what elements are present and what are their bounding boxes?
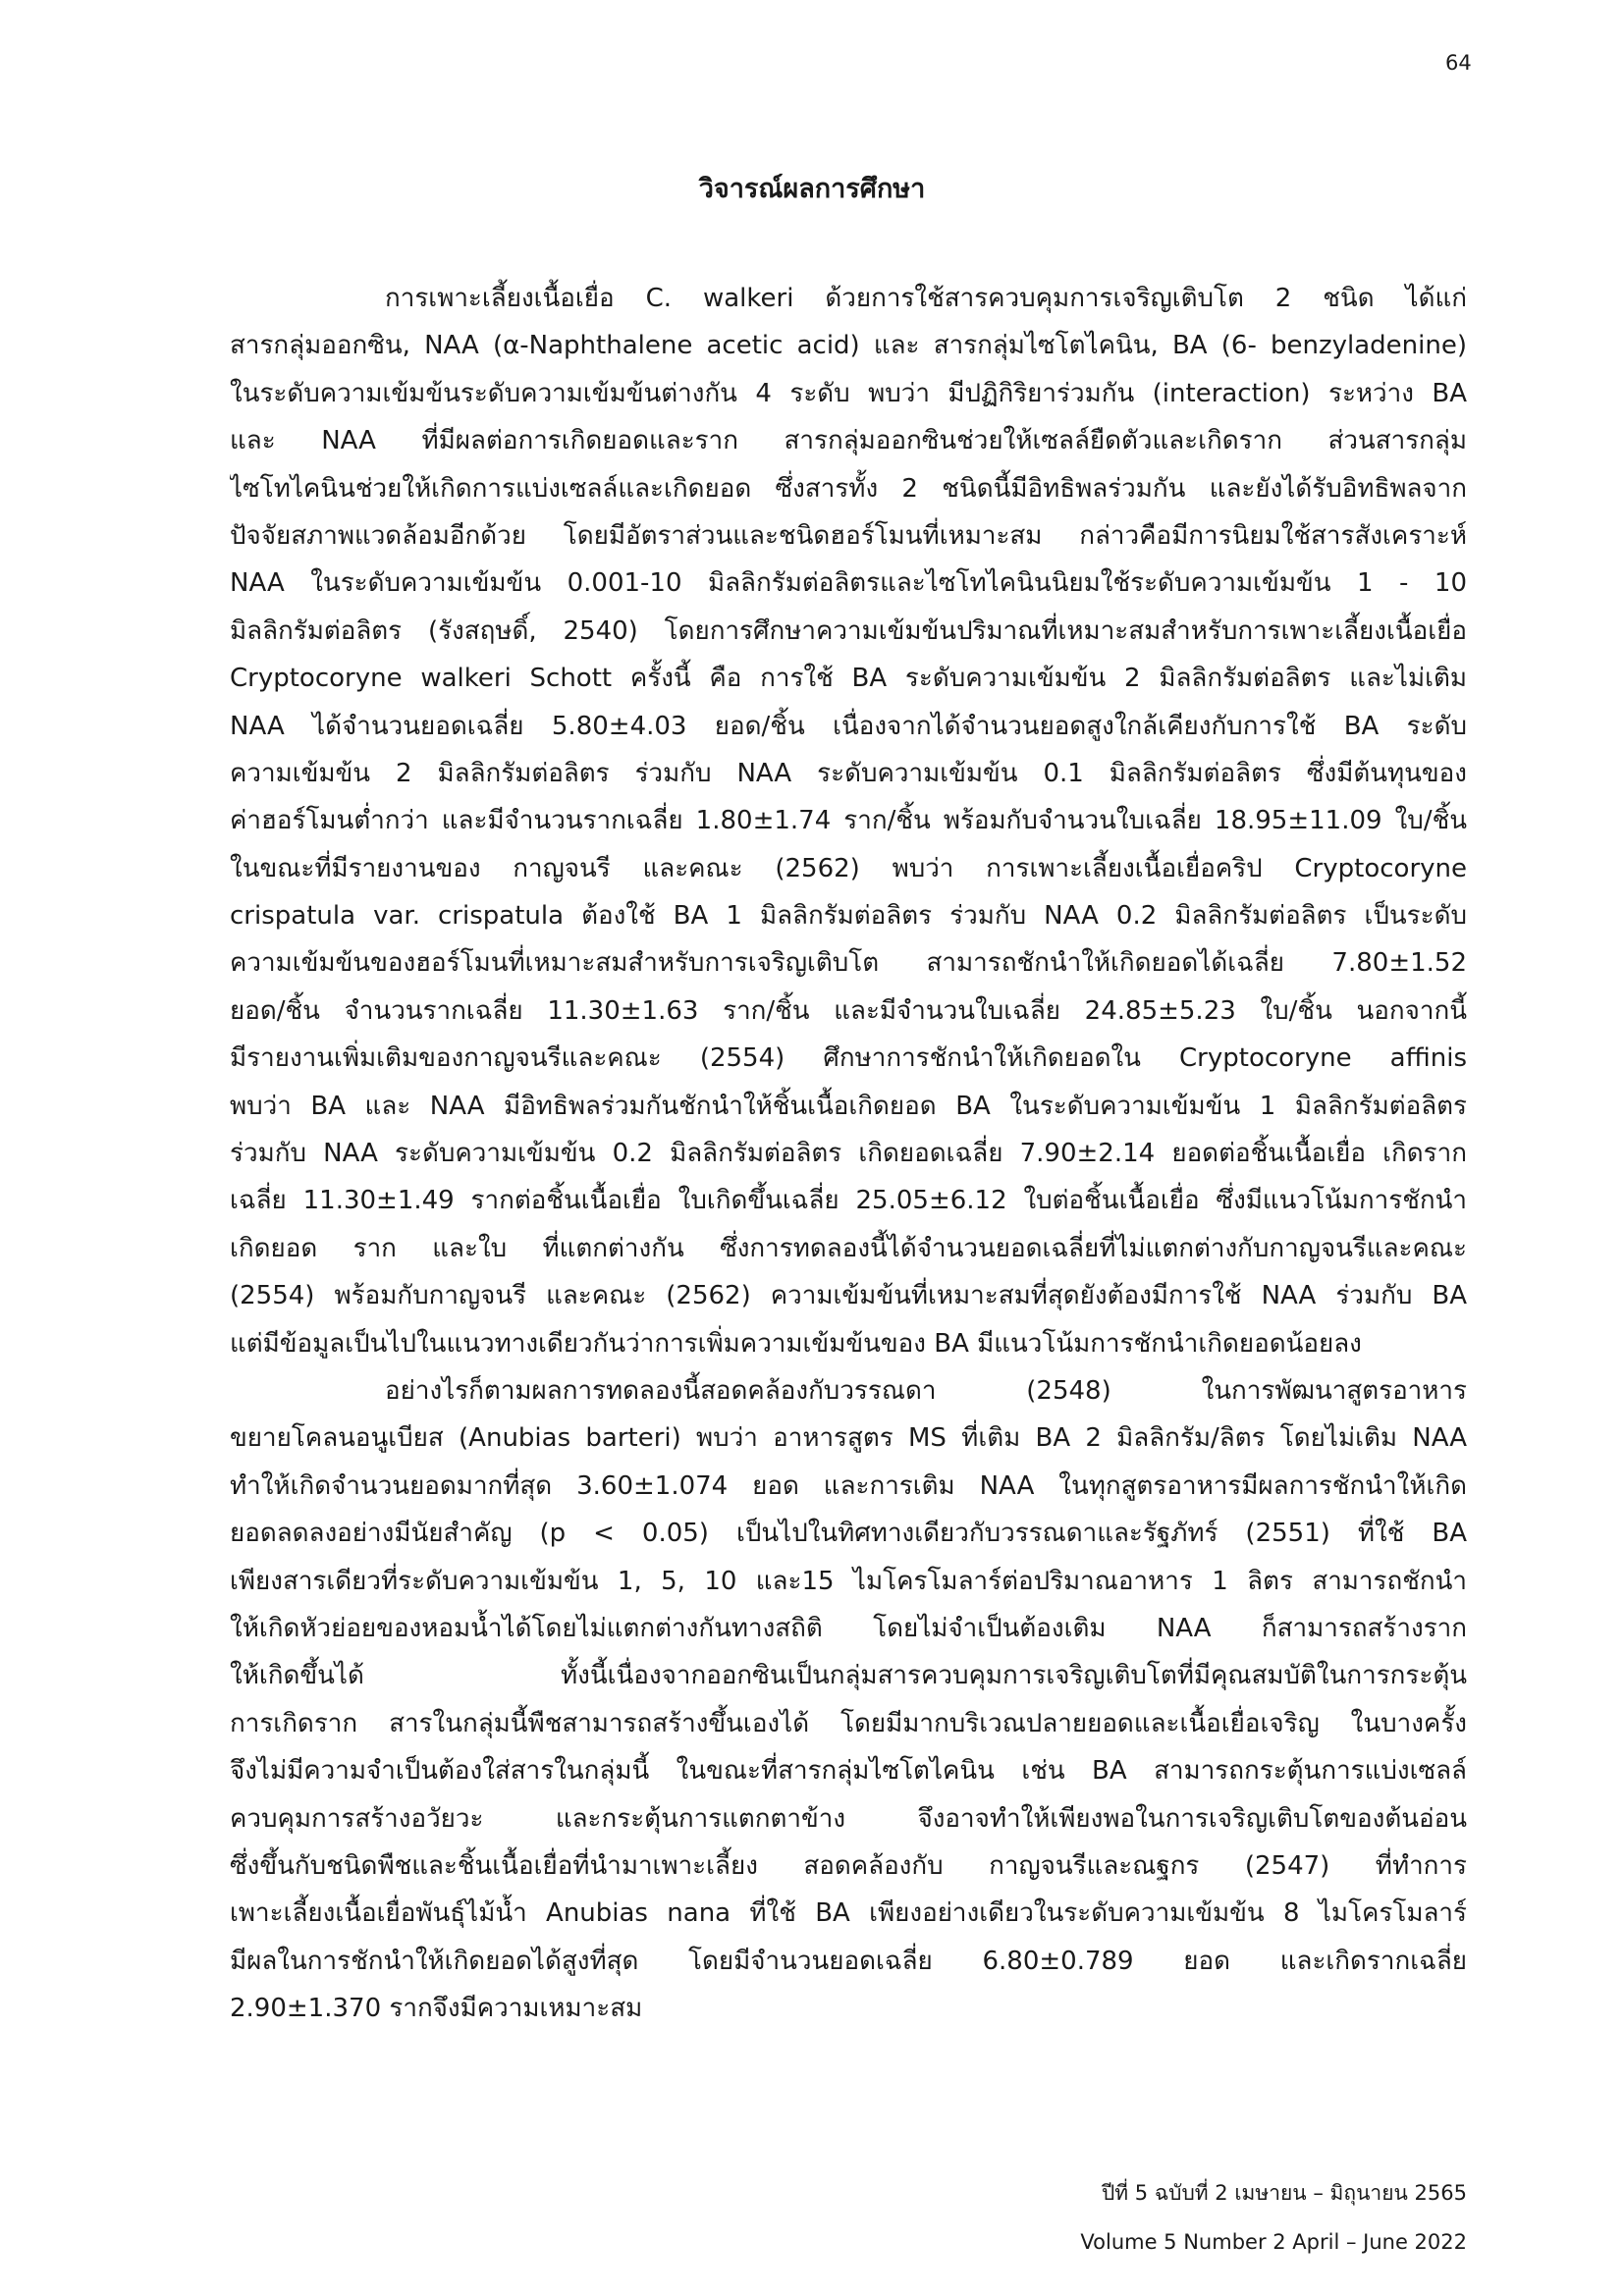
footer-english: Volume 5 Number 2 April – June 2022 <box>1080 2230 1467 2254</box>
text-line: มีผลในการชักนำให้เกิดยอดได้สูงที่สุด โดยมีจำนวนยอดเฉลี่ย 6.80±0.789 ยอด และเกิดรากเฉลี่ย <box>230 1946 1467 1976</box>
text-line: มีรายงานเพิ่มเติมของกาญจนรีและคณะ (2554) ศึกษาการชักนำให้เกิดยอดใน Cryptocoryne affinis <box>230 1043 1467 1074</box>
text-line: การเกิดราก สารในกลุ่มนี้พืชสามารถสร้างขึ้นเองได้ โดยมีมากบริเวณปลายยอดและเนื้อเยื่อเจริญ ในบางครั้ง <box>230 1708 1467 1738</box>
text-line: สารกลุ่มออกซิน, NAA (α-Naphthalene acetic acid) และ สารกลุ่มไซโตไคนิน, BA (6- benzyladenine) <box>230 331 1467 361</box>
text-line: ขยายโคลนอนูเบียส (Anubias barteri) พบว่า อาหารสูตร MS ที่เติม BA 2 มิลลิกรัม/ลิตร โดยไม่เติม NAA <box>230 1423 1467 1454</box>
text-line: ไซโทไคนินช่วยให้เกิดการแบ่งเซลล์และเกิดยอด ซึ่งสารทั้ง 2 ชนิดนี้มีอิทธิพลร่วมกัน และยังได้รับอิทธิพลจาก <box>230 473 1467 504</box>
text-line: ในระดับความเข้มข้นระดับความเข้มข้นต่างกัน 4 ระดับ พบว่า มีปฏิกิริยาร่วมกัน (interaction) ระหว่าง BA <box>230 378 1467 408</box>
text-line: การเพาะเลี้ยงเนื้อเยื่อ C. walkeri ด้วยการใช้สารควบคุมการเจริญเติบโต 2 ชนิด ได้แก่ <box>385 284 1467 313</box>
body-text <box>230 275 1467 2032</box>
text-line: ในขณะที่มีรายงานของ กาญจนรี และคณะ (2562) พบว่า การเพาะเลี้ยงเนื้อเยื่อคริป Cryptocoryne <box>230 853 1467 883</box>
text-line: (2554) พร้อมกับกาญจนรี และคณะ (2562) ความเข้มข้นที่เหมาะสมที่สุดยังต้องมีการใช้ NAA ร่วมกับ BA <box>230 1281 1467 1311</box>
text-line: ให้เกิดหัวย่อยของหอมน้ำได้โดยไม่แตกต่างกันทางสถิติ โดยไม่จำเป็นต้องเติม NAA ก็สามารถสร้างราก <box>230 1613 1467 1643</box>
text-line: ให้เกิดขึ้นได้ ทั้งนี้เนื่องจากออกซินเป็นกลุ่มสารควบคุมการเจริญเติบโตที่มีคุณสมบัติในการกระตุ้น <box>230 1661 1467 1691</box>
text-line: เพาะเลี้ยงเนื้อเยื่อพันธุ์ไม้น้ำ Anubias nana ที่ใช้ BA เพียงอย่างเดียวในระดับความเข้มข้น 8 ไมโครโมลาร์ <box>230 1898 1467 1929</box>
text-line: ปัจจัยสภาพแวดล้อมอีกด้วย โดยมีอัตราส่วนและชนิดฮอร์โมนที่เหมาะสม กล่าวคือมีการนิยมใช้สารสังเคราะห์ <box>230 520 1467 551</box>
text-line: พบว่า BA และ NAA มีอิทธิพลร่วมกันชักนำให้ชิ้นเนื้อเกิดยอด BA ในระดับความเข้มข้น 1 มิลลิกรัมต่อลิตร <box>230 1091 1467 1121</box>
text-line: เฉลี่ย 11.30±1.49 รากต่อชิ้นเนื้อเยื่อ ใบเกิดขึ้นเฉลี่ย 25.05±6.12 ใบต่อชิ้นเนื้อเยื่อ ซึ่งมีแนวโน้มการชักนำ <box>230 1186 1467 1216</box>
text-line: เพียงสารเดียวที่ระดับความเข้มข้น 1, 5, 10 และ15 ไมโครโมลาร์ต่อปริมาณอาหาร 1 ลิตร สามารถชักนำ <box>230 1566 1467 1596</box>
text-line: มิลลิกรัมต่อลิตร (รังสฤษดิ์, 2540) โดยการศึกษาความเข้มข้นปริมาณที่เหมาะสมสำหรับการเพาะเลี้ยงเนื้อเยื่อ <box>230 615 1467 646</box>
text-line: ทำให้เกิดจำนวนยอดมากที่สุด 3.60±1.074 ยอด และการเติม NAA ในทุกสูตรอาหารมีผลการชักนำให้เกิด <box>230 1470 1467 1501</box>
text-line: จึงไม่มีความจำเป็นต้องใส่สารในกลุ่มนี้ ในขณะที่สารกลุ่มไซโตไคนิน เช่น BA สามารถกระตุ้นการแบ่งเซลล์ <box>230 1756 1467 1787</box>
footer-thai: ปีที่ 5 ฉบับที่ 2 เมษายน – มิถุนายน 2565 <box>1101 2181 1467 2205</box>
text-line: ความเข้มข้นของฮอร์โมนที่เหมาะสมสำหรับการเจริญเติบโต สามารถชักนำให้เกิดยอดได้เฉลี่ย 7.80±1.52 <box>230 948 1467 979</box>
text-line: ค่าฮอร์โมนต่ำกว่า และมีจำนวนรากเฉลี่ย 1.80±1.74 ราก/ชิ้น พร้อมกับจำนวนใบเฉลี่ย 18.95±11.09 ใบ/ชิ้น <box>230 806 1467 836</box>
page-number: 64 <box>1445 51 1472 75</box>
text-line: ความเข้มข้น 2 มิลลิกรัมต่อลิตร ร่วมกับ NAA ระดับความเข้มข้น 0.1 มิลลิกรัมต่อลิตร ซึ่งมีต้นทุนของ <box>230 758 1467 788</box>
text-line: ซึ่งขึ้นกับชนิดพืชและชิ้นเนื้อเยื่อที่นำมาเพาะเลี้ยง สอดคล้องกับ กาญจนรีและณฐกร (2547) ที่ทำการ <box>230 1850 1467 1881</box>
text-line: ร่วมกับ NAA ระดับความเข้มข้น 0.2 มิลลิกรัมต่อลิตร เกิดยอดเฉลี่ย 7.90±2.14 ยอดต่อชิ้นเนื้อเยื่อ เกิดราก <box>230 1139 1467 1169</box>
text-line: ยอด/ชิ้น จำนวนรากเฉลี่ย 11.30±1.63 ราก/ชิ้น และมีจำนวนใบเฉลี่ย 24.85±5.23 ใบ/ชิ้น นอกจากนี้ <box>230 995 1467 1026</box>
text-line: ควบคุมการสร้างอวัยวะ และกระตุ้นการแตกตาข้าง จึงอาจทำให้เพียงพอในการเจริญเติบโตของต้นอ่อน <box>230 1803 1467 1834</box>
text-line: เกิดยอด ราก และใบ ที่แตกต่างกัน ซึ่งการทดลองนี้ได้จำนวนยอดเฉลี่ยที่ไม่แตกต่างกับกาญจนรีและคณะ <box>230 1233 1467 1263</box>
text-line: NAA ได้จำนวนยอดเฉลี่ย 5.80±4.03 ยอด/ชิ้น เนื่องจากได้จำนวนยอดสูงใกล้เคียงกับการใช้ BA ระดับ <box>230 711 1467 741</box>
text-line: ยอดลดลงอย่างมีนัยสำคัญ (p < 0.05) เป็นไปในทิศทางเดียวกับวรรณดาและรัฐภัทร์ (2551) ที่ใช้ BA <box>230 1519 1467 1549</box>
text-line: อย่างไรก็ตามผลการทดลองนี้สอดคล้องกับวรรณดา (2548) ในการพัฒนาสูตรอาหาร <box>385 1375 1467 1406</box>
text-line: NAA ในระดับความเข้มข้น 0.001-10 มิลลิกรัมต่อลิตรและไซโทไคนินนิยมใช้ระดับความเข้มข้น 1 - 10 <box>230 568 1467 599</box>
text-line: 2.90±1.370 รากจึงมีความเหมาะสม <box>230 1994 643 2024</box>
text-line: Cryptocoryne walkeri Schott ครั้งนี้ คือ การใช้ BA ระดับความเข้มข้น 2 มิลลิกรัมต่อลิตร และไม่เติม <box>230 664 1467 694</box>
text-line: แต่มีข้อมูลเป็นไปในแนวทางเดียวกันว่าการเพิ่มความเข้มข้นของ BA มีแนวโน้มการชักนำเกิดยอดน้อยลง <box>230 1328 1362 1359</box>
text-line: crispatula var. crispatula ต้องใช้ BA 1 มิลลิกรัมต่อลิตร ร่วมกับ NAA 0.2 มิลลิกรัมต่อลิตร เป็นระดับ <box>230 901 1467 932</box>
text-line: และ NAA ที่มีผลต่อการเกิดยอดและราก สารกลุ่มออกซินช่วยให้เซลล์ยืดตัวและเกิดราก ส่วนสารกลุ่ม <box>230 426 1467 456</box>
section-title: วิจารณ์ผลการศึกษา <box>698 174 926 204</box>
